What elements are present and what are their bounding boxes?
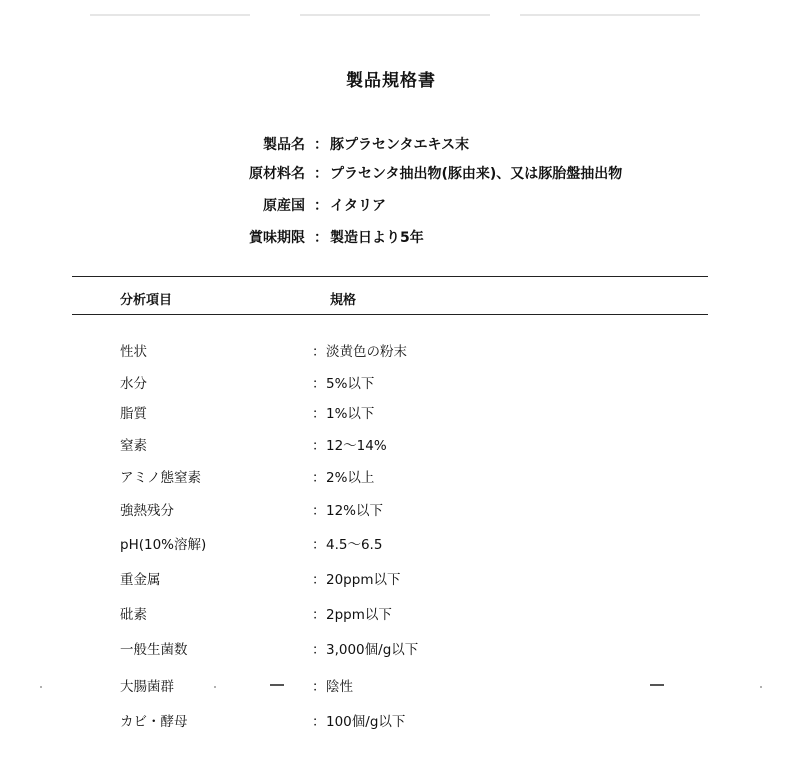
- analysis-item: pH(10%溶解): [120, 537, 207, 553]
- table-row: [0, 675, 800, 697]
- document-title: 製品規格書: [346, 71, 436, 91]
- analysis-item: アミノ態窒素: [120, 470, 201, 486]
- info-label: 賞味期限: [249, 230, 305, 246]
- info-label: 製品名: [263, 137, 305, 153]
- table-row: [0, 340, 800, 362]
- info-value: 製造日より5年: [330, 230, 424, 246]
- info-value: イタリア: [330, 198, 386, 214]
- row-colon: ：: [312, 406, 326, 422]
- scan-artifact: [520, 14, 700, 16]
- table-row: [0, 603, 800, 625]
- row-colon: ：: [312, 607, 326, 623]
- table-row: [0, 434, 800, 456]
- analysis-item: 脂質: [120, 406, 147, 422]
- spec-value: 100個/g以下: [326, 714, 406, 730]
- info-row-ingredients: [160, 163, 720, 185]
- spec-value: 淡黄色の粉末: [326, 344, 407, 360]
- analysis-item: 強熱残分: [120, 503, 174, 519]
- analysis-item: 一般生菌数: [120, 642, 188, 658]
- scan-artifact: [760, 686, 762, 688]
- table-row: [0, 372, 800, 394]
- scan-artifact: [40, 686, 42, 688]
- spec-value: 12%以下: [326, 503, 384, 519]
- scan-artifact: [650, 684, 664, 686]
- table-row: [0, 402, 800, 424]
- table-row: [0, 499, 800, 521]
- row-colon: ：: [312, 642, 326, 658]
- spec-value: 1%以下: [326, 406, 375, 422]
- table-row: [0, 638, 800, 660]
- row-colon: ：: [312, 376, 326, 392]
- spec-value: 4.5～6.5: [326, 537, 383, 553]
- scan-artifact: [90, 14, 250, 16]
- analysis-item: 砒素: [120, 607, 147, 623]
- spec-value: 12～14%: [326, 438, 387, 454]
- row-colon: ：: [312, 438, 326, 454]
- info-colon: ：: [314, 137, 328, 153]
- analysis-item: 性状: [120, 344, 147, 360]
- info-colon: ：: [314, 230, 328, 246]
- info-colon: ：: [314, 198, 328, 214]
- scan-artifact: [270, 684, 284, 686]
- row-colon: ：: [312, 714, 326, 730]
- info-value: プラセンタ抽出物(豚由来)、又は豚胎盤抽出物: [330, 166, 623, 182]
- table-header-rule: [72, 314, 708, 315]
- table-row: [0, 533, 800, 555]
- row-colon: ：: [312, 679, 326, 695]
- spec-value: 2%以上: [326, 470, 375, 486]
- scan-artifact: [300, 14, 490, 16]
- info-row-expiry: [160, 227, 720, 249]
- info-colon: ：: [314, 166, 328, 182]
- spec-value: 5%以下: [326, 376, 375, 392]
- row-colon: ：: [312, 344, 326, 360]
- analysis-item: 窒素: [120, 438, 147, 454]
- spec-value: 20ppm以下: [326, 572, 401, 588]
- row-colon: ：: [312, 503, 326, 519]
- row-colon: ：: [312, 537, 326, 553]
- header-specification: 規格: [330, 293, 357, 308]
- info-label: 原産国: [263, 198, 305, 214]
- table-row: [0, 568, 800, 590]
- table-top-rule: [72, 276, 708, 277]
- info-value: 豚プラセンタエキス末: [330, 137, 470, 153]
- analysis-item: 重金属: [120, 572, 161, 588]
- table-row: [0, 466, 800, 488]
- row-colon: ：: [312, 470, 326, 486]
- analysis-item: 水分: [120, 376, 147, 392]
- row-colon: ：: [312, 572, 326, 588]
- table-row: [0, 710, 800, 732]
- scan-artifact: [214, 686, 216, 688]
- info-row-origin: [160, 195, 720, 217]
- spec-value: 陰性: [326, 679, 353, 695]
- info-label: 原材料名: [249, 166, 305, 182]
- spec-value: 2ppm以下: [326, 607, 392, 623]
- analysis-item: 大腸菌群: [120, 679, 174, 695]
- header-analysis-item: 分析項目: [120, 293, 173, 308]
- info-row-product-name: [160, 134, 720, 156]
- analysis-item: カビ・酵母: [120, 714, 188, 730]
- spec-value: 3,000個/g以下: [326, 642, 419, 658]
